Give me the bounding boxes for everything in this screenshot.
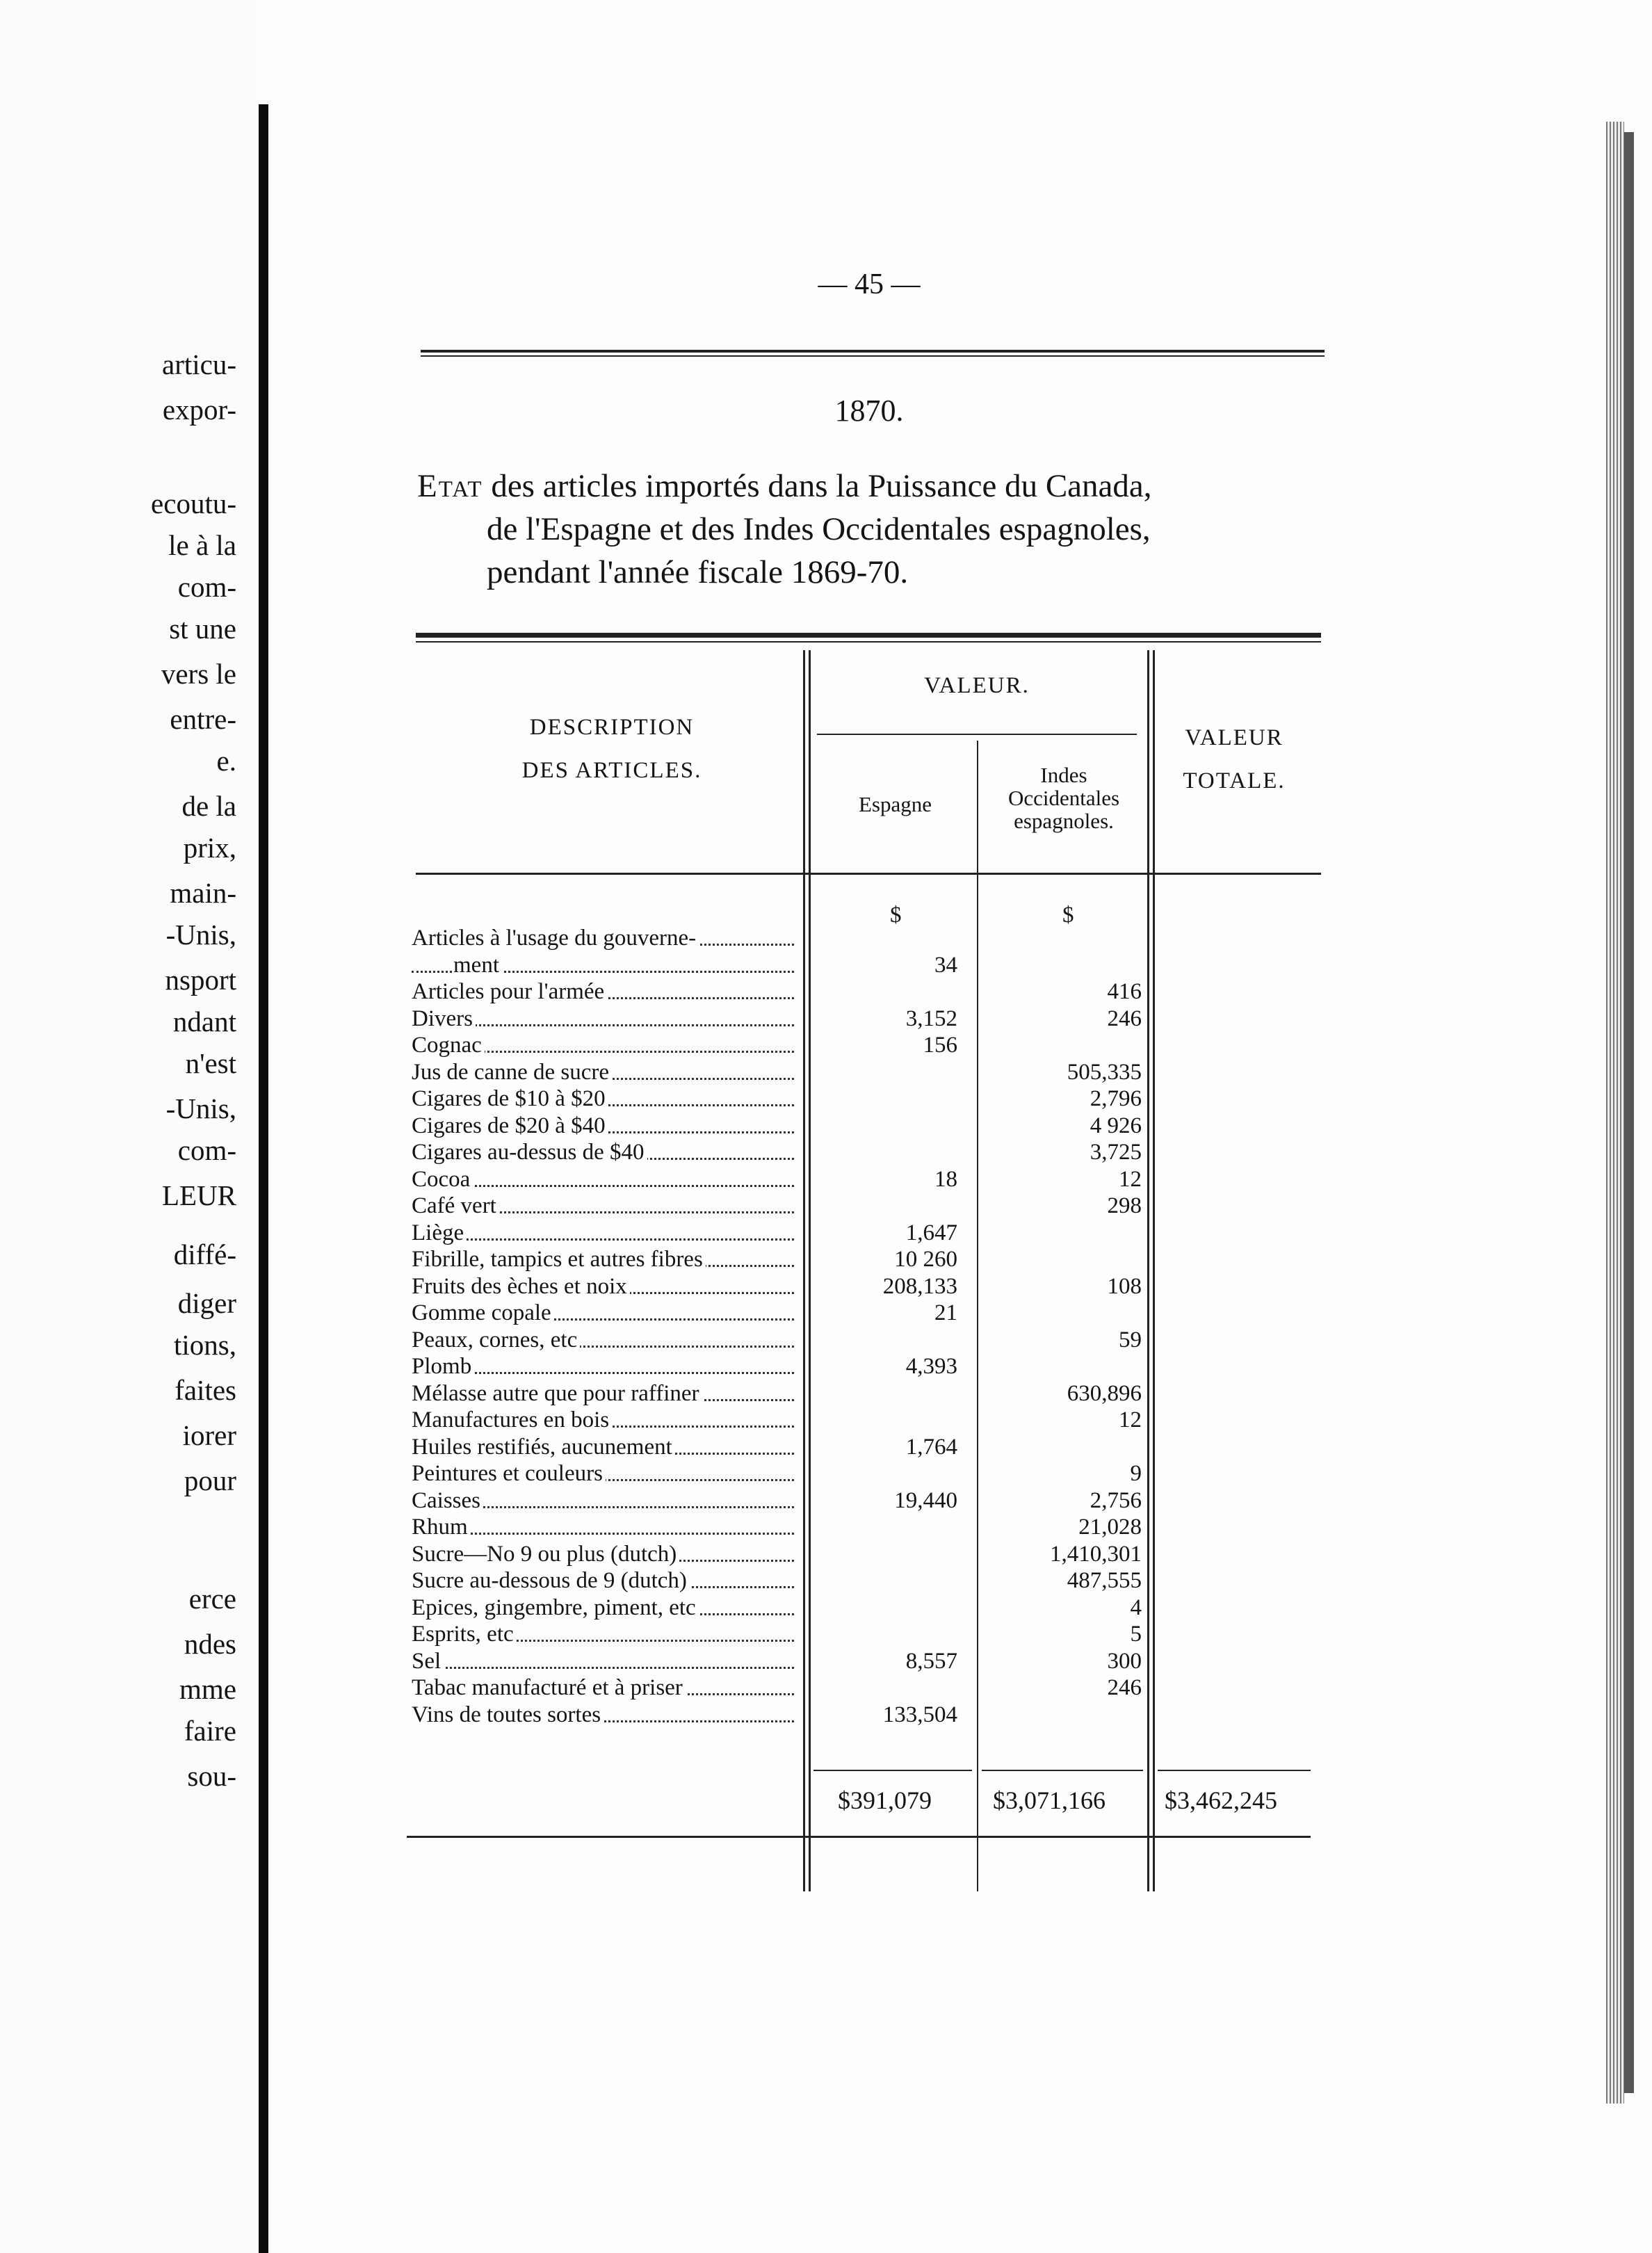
row-description [412, 1300, 794, 1326]
row-description-text: Huiles restifiés, aucunement [412, 1435, 675, 1460]
row-indes-value: 12 [1119, 1407, 1142, 1432]
row-espagne-value: 34 [934, 953, 957, 978]
row-indes-value: 487,555 [1067, 1568, 1142, 1593]
row-indes-value: 416 [1107, 979, 1142, 1004]
table-top-rule-thin [416, 641, 1321, 643]
row-description-text: Cocoa [412, 1167, 473, 1192]
row-indes-value: 1,410,301 [1050, 1542, 1142, 1567]
row-indes-value: 246 [1107, 1675, 1142, 1700]
facing-page-line: com- [177, 1134, 236, 1166]
row-espagne-value: 8,557 [905, 1649, 957, 1674]
row-description [412, 1113, 794, 1139]
facing-page-line: faire [184, 1715, 236, 1747]
facing-page-line: ndes [184, 1628, 236, 1660]
row-espagne-value: 19,440 [894, 1488, 957, 1513]
row-indes-value: 505,335 [1067, 1060, 1142, 1085]
facing-page-line: prix, [183, 832, 236, 864]
row-description-text: Caisses [412, 1488, 483, 1513]
table-row [412, 925, 1302, 951]
table-row [412, 1193, 1302, 1219]
row-description [412, 1702, 794, 1728]
row-description-text: Sucre—No 9 ou plus (dutch) [412, 1542, 679, 1567]
title-line-1: des articles importés dans la Puissance du Canada, [491, 468, 1152, 504]
page-edges [1606, 122, 1624, 2103]
valeur-totale-line-1: VALEUR [1185, 725, 1283, 750]
facing-page-line: com- [177, 571, 236, 603]
facing-page-line: main- [170, 877, 236, 909]
table-row [412, 1353, 1302, 1380]
indes-dollar-sign: $ [1062, 903, 1074, 928]
row-description-text: Peaux, cornes, etc [412, 1327, 580, 1352]
row-espagne-value: 3,152 [905, 1006, 957, 1031]
row-espagne-value: 10 260 [894, 1247, 957, 1272]
row-description [412, 1407, 794, 1433]
row-indes-value: 300 [1107, 1649, 1142, 1674]
facing-page-line: LEUR [161, 1179, 236, 1211]
row-description [412, 1648, 794, 1674]
indes-header-line-2: Occidentales [1007, 786, 1120, 810]
valeur-totale-line-2: TOTALE. [1183, 768, 1286, 793]
row-description [412, 1327, 794, 1353]
facing-page-line: iorer [182, 1419, 236, 1451]
row-description [412, 1567, 794, 1594]
row-description [412, 925, 794, 951]
row-indes-value: 630,896 [1067, 1381, 1142, 1406]
row-espagne-value: 18 [934, 1167, 957, 1192]
facing-page-line: tions, [174, 1329, 236, 1361]
indes-total: $3,071,166 [993, 1786, 1106, 1814]
facing-page-line: le à la [168, 529, 236, 561]
row-indes-value: 9 [1130, 1461, 1142, 1486]
row-description [412, 1460, 794, 1487]
table-row [412, 1166, 1302, 1193]
row-description-text: Mélasse autre que pour raffiner [412, 1381, 702, 1406]
facing-page-line: ecoutu- [151, 487, 236, 519]
row-indes-value: 246 [1107, 1006, 1142, 1031]
row-indes-value: 4 [1130, 1595, 1142, 1620]
row-description-text: Jus de canne de sucre [412, 1060, 612, 1085]
row-description-text: Cigares au-dessus de $40 [412, 1140, 647, 1165]
row-description [412, 1273, 794, 1300]
row-indes-value: 12 [1119, 1167, 1142, 1192]
row-description-text: Tabac manufacturé et à priser [412, 1675, 686, 1700]
indes-header-line-3: espagnoles. [1014, 809, 1114, 833]
table-row [412, 1139, 1302, 1165]
row-description [412, 1139, 794, 1165]
facing-page-line: st une [169, 613, 236, 645]
row-indes-value: 2,756 [1090, 1488, 1142, 1513]
table-row [412, 1059, 1302, 1085]
table-row [412, 1380, 1302, 1407]
table-row [412, 1434, 1302, 1460]
table-row [412, 1032, 1302, 1058]
row-indes-value: 108 [1107, 1274, 1142, 1299]
facing-page-line: n'est [185, 1047, 236, 1079]
table-row [412, 1621, 1302, 1647]
facing-page-line: nsport [165, 964, 236, 996]
row-description-text: Manufactures en bois [412, 1407, 612, 1432]
row-indes-value: 59 [1119, 1327, 1142, 1352]
table-row [412, 1594, 1302, 1621]
table-top-rule [416, 633, 1321, 638]
title-lead: Etat [417, 468, 483, 504]
indes-total-rule [982, 1770, 1143, 1771]
row-indes-value: 2,796 [1090, 1086, 1142, 1111]
facing-page-line: diger [177, 1287, 236, 1319]
facing-page-line: mme [179, 1673, 236, 1705]
row-indes-value: 4 926 [1090, 1113, 1142, 1138]
title-line-2: de l'Espagne et des Indes Occidentales espagnoles, [487, 511, 1151, 547]
row-description [412, 1353, 794, 1380]
row-description [412, 1032, 794, 1058]
row-description-text: Fibrille, tampics et autres fibres [412, 1247, 706, 1272]
table-row [412, 1006, 1302, 1032]
table-title [417, 465, 1328, 594]
table-row [412, 1407, 1302, 1433]
espagne-header: Espagne [858, 792, 932, 816]
row-indes-value: 5 [1130, 1622, 1142, 1647]
row-description-text: Peintures et couleurs [412, 1461, 606, 1486]
row-description-text: Articles pour l'armée [412, 979, 607, 1004]
top-rule [421, 350, 1325, 353]
row-description-text: Plomb [412, 1354, 474, 1379]
table-row [412, 1113, 1302, 1139]
row-description-text: ment [453, 953, 502, 978]
facing-page-line: erce [188, 1583, 236, 1615]
espagne-total-rule [813, 1770, 972, 1771]
facing-page-line: -Unis, [165, 1092, 236, 1124]
indes-header-line-1: Indes [1040, 763, 1087, 787]
row-description-text: Gomme copale [412, 1300, 554, 1325]
row-description [412, 1085, 794, 1112]
row-espagne-value: 133,504 [882, 1702, 957, 1727]
table-row [412, 1220, 1302, 1246]
facing-page-line: sou- [187, 1760, 236, 1792]
row-description-text: Epices, gingembre, piment, etc [412, 1595, 699, 1620]
espagne-dollar-sign: $ [890, 903, 902, 928]
grand-total: $3,462,245 [1165, 1786, 1277, 1814]
row-espagne-value: 4,393 [905, 1354, 957, 1379]
facing-page-line: articu- [162, 348, 236, 380]
table-row [412, 1567, 1302, 1594]
row-description-text: Sel [412, 1649, 444, 1674]
facing-page-line: e. [216, 745, 236, 777]
facing-page-line: vers le [161, 658, 236, 690]
header-bottom-rule [416, 873, 1321, 875]
row-espagne-value: 208,133 [882, 1274, 957, 1299]
row-description-text: Rhum [412, 1515, 471, 1540]
facing-page-line: diffé- [173, 1238, 236, 1270]
table-row [412, 1085, 1302, 1112]
facing-page-line: pour [184, 1464, 236, 1496]
description-header-line-2: DES ARTICLES. [521, 758, 702, 783]
row-espagne-value: 156 [923, 1033, 957, 1058]
facing-page-line: faites [175, 1374, 236, 1406]
row-description [412, 1380, 794, 1407]
row-description [412, 1487, 794, 1514]
row-description-text: Liège [412, 1220, 467, 1245]
table-row [412, 978, 1302, 1005]
row-description [412, 1006, 794, 1032]
espagne-total: $391,079 [838, 1786, 932, 1814]
table-row [412, 1674, 1302, 1701]
table-row [412, 1702, 1302, 1728]
row-description-text: Café vert [412, 1193, 499, 1218]
row-description [412, 1246, 794, 1273]
page-edge-shadow [1624, 132, 1634, 2093]
row-description [412, 952, 794, 978]
page-number: — 45 — [818, 268, 921, 300]
row-description [412, 1514, 794, 1540]
row-description [412, 1594, 794, 1621]
facing-page-line: -Unis, [165, 919, 236, 951]
facing-page-line: entre- [170, 703, 236, 735]
row-indes-value: 3,725 [1090, 1140, 1142, 1165]
row-description-text: Divers [412, 1006, 476, 1031]
row-espagne-value: 21 [934, 1300, 957, 1325]
title-line-3: pendant l'année fiscale 1869-70. [487, 554, 909, 590]
facing-page-line: expor- [162, 394, 236, 426]
indes-header [980, 764, 1147, 832]
table-bottom-rule [407, 1836, 1311, 1838]
facing-page-fragment [0, 0, 257, 2253]
row-description [412, 1166, 794, 1193]
valeur-totale-header [1158, 716, 1311, 802]
table-row [412, 1648, 1302, 1674]
row-description-text: Cognac [412, 1033, 485, 1058]
table-row [412, 1460, 1302, 1487]
row-description [412, 1621, 794, 1647]
row-description-text: Esprits, etc [412, 1622, 517, 1647]
row-description-text: Cigares de $10 à $20 [412, 1086, 608, 1111]
row-description-text: Cigares de $20 à $40 [412, 1113, 608, 1138]
table-year: 1870. [834, 394, 904, 428]
table-row [412, 1327, 1302, 1353]
row-description [412, 1674, 794, 1701]
table-row [412, 1541, 1302, 1567]
row-description [412, 1193, 794, 1219]
table-row [412, 1273, 1302, 1300]
table-row [412, 952, 1302, 978]
table-row [412, 1487, 1302, 1514]
table-row [412, 1514, 1302, 1540]
row-description-text: Vins de toutes sortes [412, 1702, 604, 1727]
row-description-text: Fruits des èches et noix [412, 1274, 630, 1299]
row-description-text: Articles à l'usage du gouverne- [412, 926, 699, 951]
book-gutter [259, 104, 268, 2253]
row-indes-value: 298 [1107, 1193, 1142, 1218]
valeur-header: VALEUR. [924, 673, 1030, 698]
table-row [412, 1246, 1302, 1273]
row-description [412, 1541, 794, 1567]
row-description-text: Sucre au-dessous de 9 (dutch) [412, 1568, 690, 1593]
row-description [412, 978, 794, 1005]
top-rule-thin [421, 355, 1325, 357]
row-description [412, 1059, 794, 1085]
row-indes-value: 21,028 [1078, 1515, 1142, 1540]
facing-page-line: ndant [172, 1006, 236, 1037]
description-header [431, 706, 793, 792]
row-description [412, 1434, 794, 1460]
row-description [412, 1220, 794, 1246]
description-header-line-1: DESCRIPTION [529, 715, 695, 740]
grand-total-rule [1158, 1770, 1311, 1771]
row-espagne-value: 1,764 [905, 1435, 957, 1460]
row-espagne-value: 1,647 [905, 1220, 957, 1245]
facing-page-line: de la [181, 790, 236, 822]
valeur-divider [817, 734, 1137, 735]
table-row [412, 1300, 1302, 1326]
